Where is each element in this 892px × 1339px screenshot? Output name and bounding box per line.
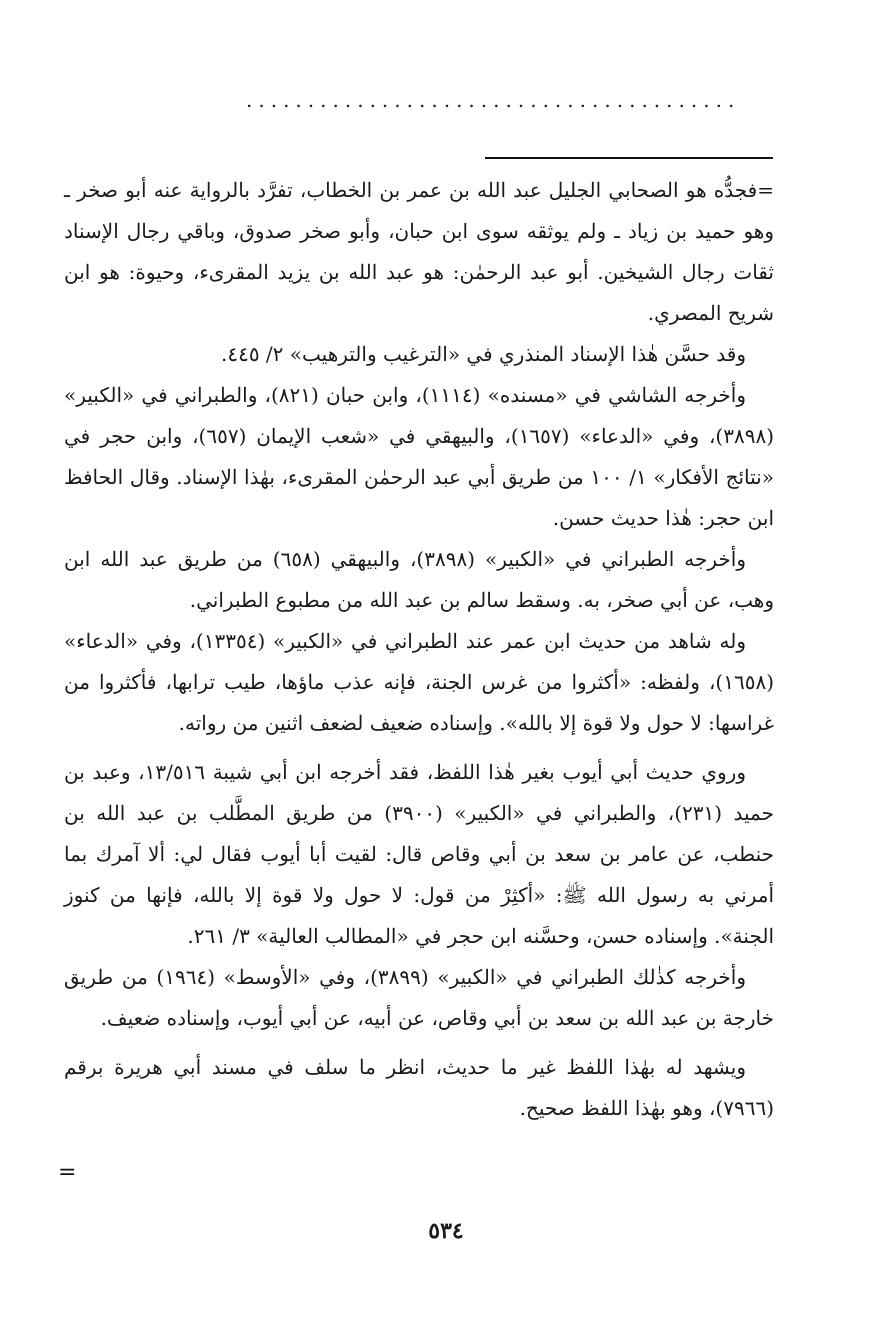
footnote-paragraph: =فجدُّه هو الصحابي الجليل عبد الله بن عمر بن الخطاب، تفرَّد بالرواية عنه أبو صخر ـ وهو حميد بن زياد ـ ولم يوثقه سوى ابن حبان، وأبو صخر صدوق، وباقي رجال الإسناد ثقات رجال الشيخين. أبو عبد الرحمٰن: هو عبد الله بن يزيد المقرىء، وحيوة: هو ابن شريح المصري. — [64, 178, 774, 325]
footnote-paragraph: وأخرجه الطبراني في «الكبير» (٣٨٩٨)، والبيهقي (٦٥٨) من طريق عبد الله ابن وهب، عن أبي صخر، به. وسقط سالم بن عبد الله من مطبوع الطبراني. — [64, 547, 774, 612]
dotted-separator: ........................................ — [246, 88, 741, 112]
footnote-paragraph: وروي حديث أبي أيوب بغير هٰذا اللفظ، فقد أخرجه ابن أبي شيبة ١٣/٥١٦، وعبد بن حميد (٢٣١)، والطبراني في «الكبير» (٣٩٠٠) من طريق المطَّلب بن عبد الله بن حنطب، عن عامر بن سعد بن أبي وقاص قال: لقيت أبا أيوب فقال لي: ألا آمرك بما أمرني به رسول الله ﷺ: «أكثِرْ من قول: لا حول ولا قوة إلا بالله، فإنها من كنوز الجنة». وإسناده حسن، وحسَّنه ابن حجر في «المطالب العالية» ٣/ ٢٦١. — [64, 760, 774, 948]
footnote-paragraph: ويشهد له بهٰذا اللفظ غير ما حديث، انظر ما سلف في مسند أبي هريرة برقم (٧٩٦٦)، وهو بهٰذا اللفظ صحيح. — [64, 1055, 774, 1120]
continuation-mark: = — [58, 1160, 77, 1185]
footnote-paragraph: وأخرجه الشاشي في «مسنده» (١١١٤)، وابن حبان (٨٢١)، والطبراني في «الكبير» (٣٨٩٨)، وفي «الدعاء» (١٦٥٧)، والبيهقي في «شعب الإيمان (٦٥٧)، وابن حجر في «نتائج الأفكار» ١/ ١٠٠ من طريق أبي عبد الرحمٰن المقرىء، بهٰذا الإسناد. وقال الحافظ ابن حجر: هٰذا حديث حسن. — [64, 383, 774, 530]
footnote-text — [64, 170, 774, 1129]
footnote-paragraph: وله شاهد من حديث ابن عمر عند الطبراني في «الكبير» (١٣٣٥٤)، وفي «الدعاء» (١٦٥٨)، ولفظه: «أكثروا من غرس الجنة، فإنه عذب ماؤها، طيب ترابها، فأكثروا من غراسها: لا حول ولا قوة إلا بالله». وإسناده ضعيف لضعف اثنين من رواته. — [64, 629, 774, 735]
page-number: ٥٣٤ — [428, 1218, 464, 1244]
footnote-paragraph: وأخرجه كذٰلك الطبراني في «الكبير» (٣٨٩٩)، وفي «الأوسط» (١٩٦٤) من طريق خارجة بن عبد الله بن سعد بن أبي وقاص، عن أبيه، عن أبي أيوب، وإسناده ضعيف. — [64, 965, 774, 1030]
footnote-paragraph: وقد حسَّن هٰذا الإسناد المنذري في «الترغيب والترهيب» ٢/ ٤٤٥. — [220, 342, 746, 366]
footnote-rule — [485, 157, 773, 159]
